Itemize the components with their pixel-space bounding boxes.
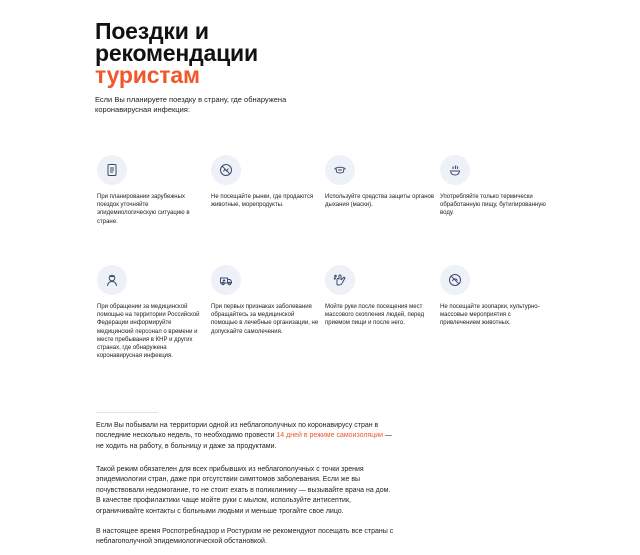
- card-text: Используйте средства защиты органов дыхания (маски).: [325, 194, 435, 209]
- card-text: Не посещайте зоопарки, культурно-массовые мероприятия с привлечением животных.: [440, 304, 540, 327]
- recommendation-card: [325, 155, 435, 209]
- card-text: Употребляйте только термически обработанную пищу, бутилированную воду.: [440, 194, 546, 217]
- recommendation-card: [325, 265, 435, 328]
- card-text: Не посещайте рынки, где продаются животные, морепродукты.: [211, 194, 314, 209]
- regime-paragraph: Такой режим обязателен для всех прибывших из неблагополучных с точки зрения эпидемиологии стран, даже при отсутствии симптомов заболевания. Если же вы почувствовали недомогание, то не стоит ехать в поликлинику — вызывайте врача на дом. В качестве профилактики чаще мойте руки с мылом, используйте антисептик, ограничивайте контакты с больными людьми и меньше трогайте свое лицо.: [96, 466, 391, 515]
- section-divider: [96, 412, 158, 413]
- paragraph-text: Если Вы побывали на территории одной из неблагополучных по коронавирусу стран в последние несколько недель, то необходимо провести: [96, 422, 379, 440]
- card-text: При обращении за медицинской помощью на территории Российской Федерации информируйте медицинский персонал о времени и месте пребывания в КНР и других странах, где обнаружена коронавирусная инфекция.: [97, 304, 200, 360]
- ambulance-icon: [211, 265, 241, 295]
- recommendation-card: [211, 265, 321, 336]
- no-zoo-icon: [440, 265, 470, 295]
- self-isolation-highlight: 14 дней в режиме самоизоляции: [276, 432, 384, 440]
- paragraph-text: — не ходить на работу, в больницу и даже за продуктами.: [96, 432, 392, 450]
- wash-hands-icon: [325, 265, 355, 295]
- face-mask-icon: [325, 155, 355, 185]
- title-line-1: Поездки и: [95, 18, 209, 44]
- recommendation-card: [97, 155, 207, 226]
- page-title: [95, 20, 258, 86]
- intro-text: Если Вы планируете поездку в страну, где обнаружена коронавирусная инфекция:: [95, 95, 287, 114]
- self-isolation-paragraph: [96, 421, 396, 452]
- cooking-icon: [440, 155, 470, 185]
- recommendation-card: [211, 155, 321, 209]
- title-line-3: туристам: [95, 62, 200, 88]
- doctor-icon: [97, 265, 127, 295]
- recommendation-card: [97, 265, 207, 360]
- card-text: При первых признаках заболевания обращайтесь за медицинской помощью в лечебные организации, не допускайте самолечения.: [211, 304, 319, 335]
- recommendation-card: [440, 265, 550, 328]
- title-line-2: рекомендации: [95, 40, 258, 66]
- authorities-paragraph: В настоящее время Роспотребнадзор и Ростуризм не рекомендуют посещать все страны с неблагополучной эпидемиологической обстановкой.: [96, 528, 394, 546]
- card-text: Мойте руки после посещения мест массового скопления людей, перед приемом пищи и после него.: [325, 304, 425, 327]
- card-text: При планировании зарубежных поездок уточняйте эпидемиологическую ситуацию в стране.: [97, 194, 190, 225]
- no-market-icon: [211, 155, 241, 185]
- recommendation-card: [440, 155, 550, 218]
- document-icon: [97, 155, 127, 185]
